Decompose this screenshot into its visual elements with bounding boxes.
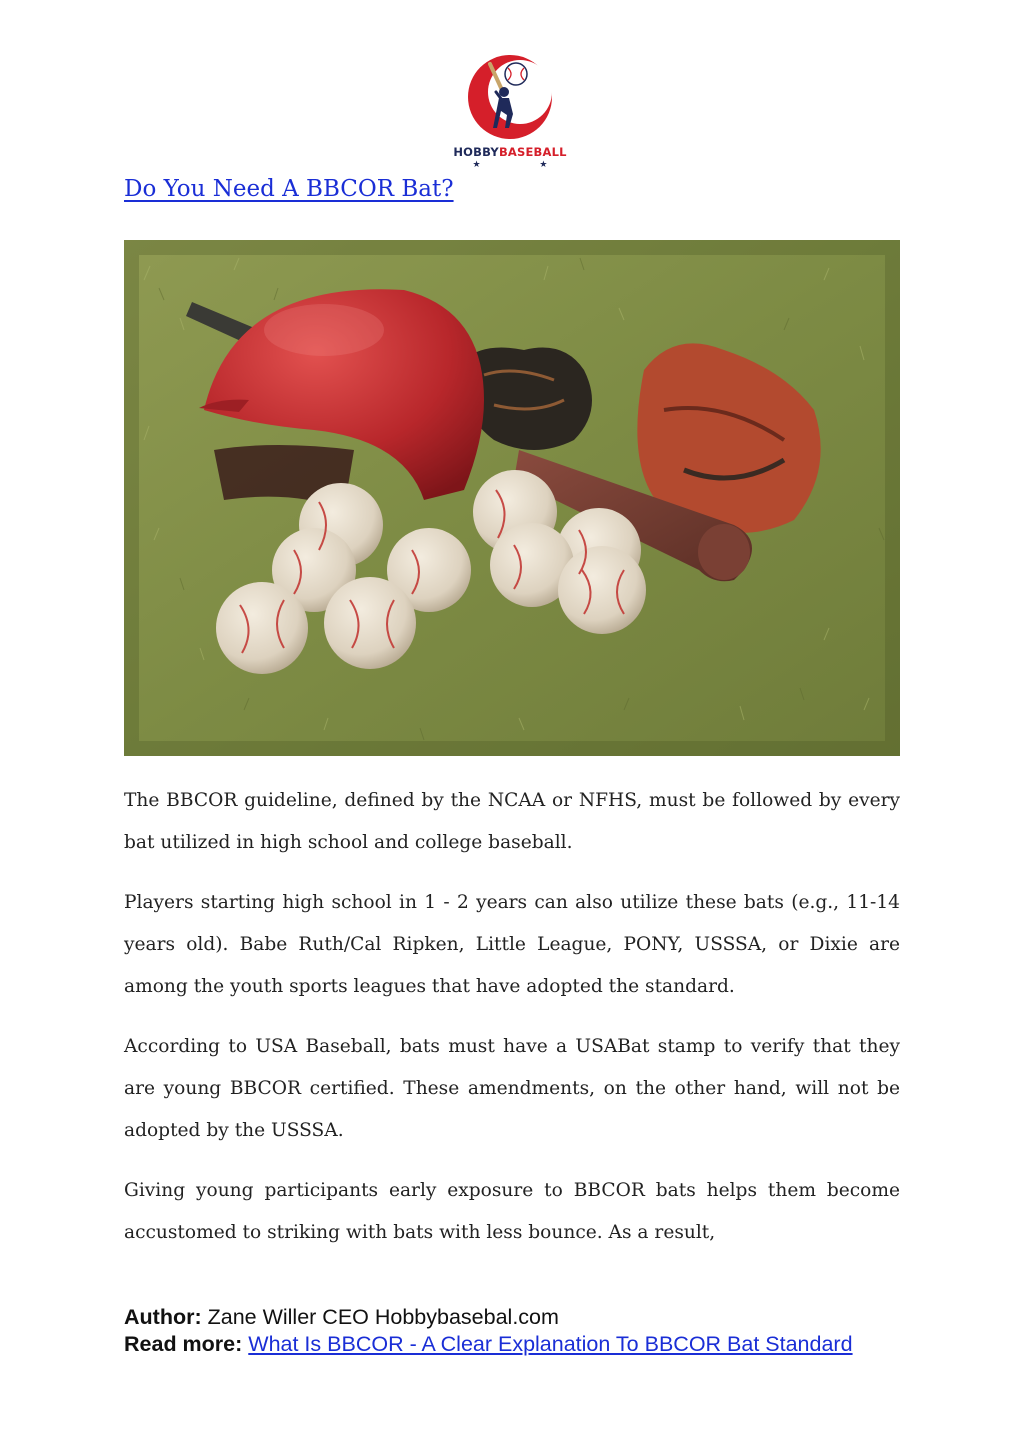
article-title-link[interactable]: Do You Need A BBCOR Bat?	[124, 176, 454, 202]
logo-wordmark	[444, 145, 576, 159]
author-value: Zane Willer CEO Hobbybasebal.com	[207, 1305, 559, 1329]
logo-stars-icon: ★ ★	[472, 160, 548, 170]
author-label: Author:	[124, 1305, 202, 1329]
logo-emblem-icon	[444, 52, 576, 147]
article-paragraph-4: Giving young participants early exposure to BBCOR bats helps them become accustomed to striking with bats with less bounce. As a result,	[124, 1180, 900, 1243]
article-body	[124, 780, 900, 1272]
read-more-line	[124, 1331, 900, 1358]
article-footer	[124, 1304, 900, 1358]
logo-wordmark-part1: HOBBY	[453, 145, 499, 159]
read-more-link[interactable]: What Is BBCOR - A Clear Explanation To BBCOR Bat Standard	[248, 1332, 853, 1356]
author-line	[124, 1304, 900, 1331]
logo-wordmark-part2: BASEBALL	[498, 145, 567, 159]
baseball-gear-photo-icon	[124, 240, 900, 756]
read-more-label: Read more:	[124, 1332, 243, 1356]
baseball-gear-photo	[124, 240, 900, 756]
article-paragraph-3: According to USA Baseball, bats must have a USABat stamp to verify that they are young BBCOR certified. These amendments, on the other hand, will not be adopted by the USSSA.	[124, 1036, 900, 1141]
article-paragraph-2: Players starting high school in 1 - 2 years can also utilize these bats (e.g., 11-14 years old). Babe Ruth/Cal Ripken, Little League, PONY, USSSA, or Dixie are among the youth sports leagues that have adopted the standard.	[124, 892, 900, 997]
article-paragraph-1: The BBCOR guideline, defined by the NCAA or NFHS, must be followed by every bat utilized in high school and college baseball.	[124, 790, 900, 853]
hobbybaseball-logo[interactable]	[444, 52, 576, 178]
